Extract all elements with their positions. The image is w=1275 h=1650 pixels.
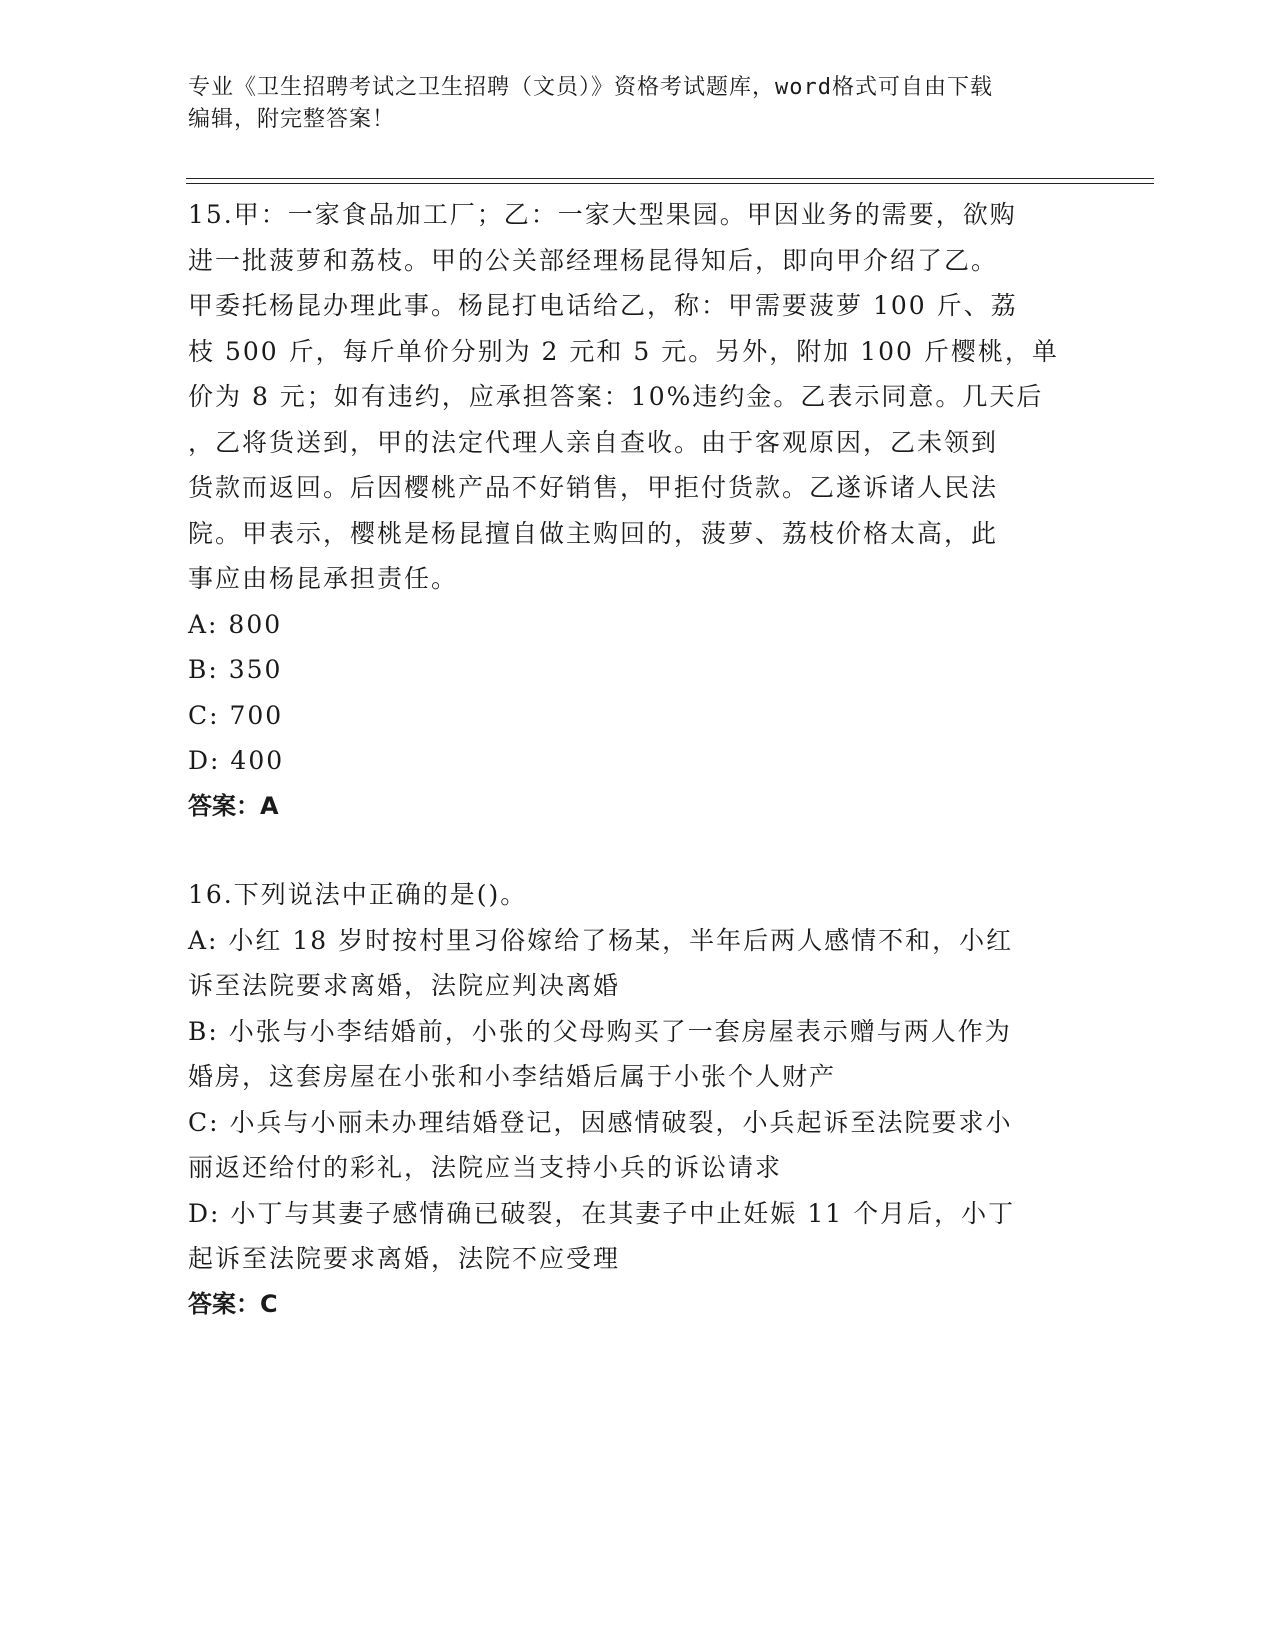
document-header (188, 72, 1088, 136)
header-rule-top (186, 178, 1154, 179)
header-line-2: 编辑，附完整答案！ (188, 107, 396, 132)
question-15-line: 货款而返回。后因樱桃产品不好销售，甲拒付货款。乙遂诉诸人民法 (188, 473, 999, 502)
question-16-option-b-cont: 婚房，这套房屋在小张和小李结婚后属于小张个人财产 (188, 1062, 837, 1091)
question-15-line: 进一批菠萝和荔枝。甲的公关部经理杨昆得知后，即向甲介绍了乙。 (188, 245, 999, 275)
question-15-line: 15.甲：一家食品加工厂；乙：一家大型果园。甲因业务的需要，欲购 (188, 200, 1017, 229)
question-15-option-b: B: 350 (188, 655, 283, 684)
question-16-option-b: B: 小张与小李结婚前，小张的父母购买了一套房屋表示赠与两人作为 (188, 1016, 1012, 1046)
question-16 (188, 872, 1088, 1327)
question-16-answer: 答案：C (188, 1289, 278, 1318)
question-16-option-a: A: 小红 18 岁时按村里习俗嫁给了杨某，半年后两人感情不和，小红 (188, 925, 1014, 955)
question-15-line: 价为 8 元；如有违约，应承担答案：10%违约金。乙表示同意。几天后 (188, 382, 1044, 411)
question-16-option-a-cont: 诉至法院要求离婚，法院应判决离婚 (188, 971, 621, 1000)
question-16-option-c: C: 小兵与小丽未办理结婚登记，因感情破裂，小兵起诉至法院要求小 (188, 1107, 1013, 1137)
question-16-option-d: D: 小丁与其妻子感情确已破裂，在其妻子中止妊娠 11 个月后，小丁 (188, 1198, 1016, 1228)
question-16-option-c-cont: 丽返还给付的彩礼，法院应当支持小兵的诉讼请求 (188, 1153, 783, 1182)
header-rule-bottom (186, 183, 1154, 184)
question-15-answer: 答案：A (188, 791, 279, 820)
question-16-option-d-cont: 起诉至法院要求离婚，法院不应受理 (188, 1244, 621, 1273)
question-15-line: ，乙将货送到，甲的法定代理人亲自查收。由于客观原因，乙未领到 (188, 427, 999, 457)
question-15 (188, 192, 1088, 829)
question-15-line: 枝 500 斤，每斤单价分别为 2 元和 5 元。另外，附加 100 斤樱桃，单 (188, 336, 1059, 366)
question-15-line: 院。甲表示，樱桃是杨昆擅自做主购回的，菠萝、荔枝价格太高，此 (188, 518, 999, 548)
question-15-option-a: A: 800 (188, 609, 283, 639)
question-15-option-d: D: 400 (188, 746, 285, 775)
question-15-option-c: C: 700 (188, 700, 284, 730)
question-15-line: 甲委托杨昆办理此事。杨昆打电话给乙，称：甲需要菠萝 100 斤、荔 (188, 291, 1018, 320)
question-15-line: 事应由杨昆承担责任。 (188, 564, 459, 593)
header-line-1: 专业《卫生招聘考试之卫生招聘（文员）》资格考试题库，word格式可自由下载 (188, 75, 993, 100)
question-16-stem: 16.下列说法中正确的是()。 (188, 880, 528, 909)
